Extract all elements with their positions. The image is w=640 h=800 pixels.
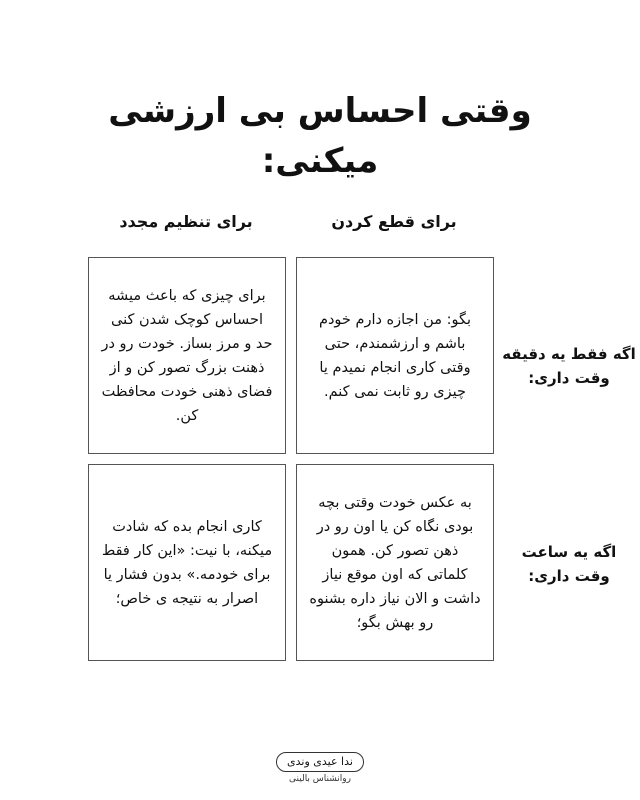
cell-minute-reset	[88, 257, 286, 454]
row-header-hour-line-1: اگه یه ساعت	[521, 543, 617, 561]
row-header-hour	[498, 540, 640, 588]
cell-hour-cut-text: به عکس خودت وقتی بچه بودی نگاه کن یا اون رو در ذهن تصور کن. همون کلماتی که اون موقع نیاز داشت و الان نیاز داره بشنوه رو بهش بگو؛	[309, 494, 481, 631]
page-title	[90, 86, 550, 186]
column-header-cut: برای قطع کردن	[331, 212, 457, 231]
cell-minute-cut-text: بگو: من اجازه دارم خودم باشم و ارزشمندم، حتی وقتی کاری انجام نمیدم یا چیزی رو ثابت نمی کنم.	[318, 311, 472, 400]
title-line-1: وقتی احساس بی ارزشی	[108, 91, 532, 131]
cell-hour-reset-text: کاری انجام بده که شادت میکنه، با نیت: «این کار فقط برای خودمه.» بدون فشار یا اصرار به نتیجه ی خاص؛	[101, 518, 273, 607]
cell-minute-cut	[296, 257, 494, 454]
cell-minute-reset-text: برای چیزی که باعث میشه احساس کوچک شدن کنی حد و مرز بساز. خودت رو در ذهنت بزرگ تصور کن و از فضای ذهنی خودت محافظت کن.	[101, 287, 273, 424]
column-header-reset: برای تنظیم مجدد	[119, 212, 253, 231]
row-header-minute-line-2: وقت داری:	[528, 369, 610, 387]
row-header-hour-line-2: وقت داری:	[528, 567, 610, 585]
author-name: ندا عیدی وندی	[276, 752, 364, 772]
author-role: روانشناس بالینی	[289, 774, 351, 784]
title-line-2: میکنی:	[261, 141, 379, 181]
row-header-minute	[498, 342, 640, 390]
row-header-minute-line-1: اگه فقط یه دقیقه	[502, 345, 636, 363]
cell-hour-reset	[88, 464, 286, 661]
cell-hour-cut	[296, 464, 494, 661]
author-signature	[270, 750, 370, 784]
